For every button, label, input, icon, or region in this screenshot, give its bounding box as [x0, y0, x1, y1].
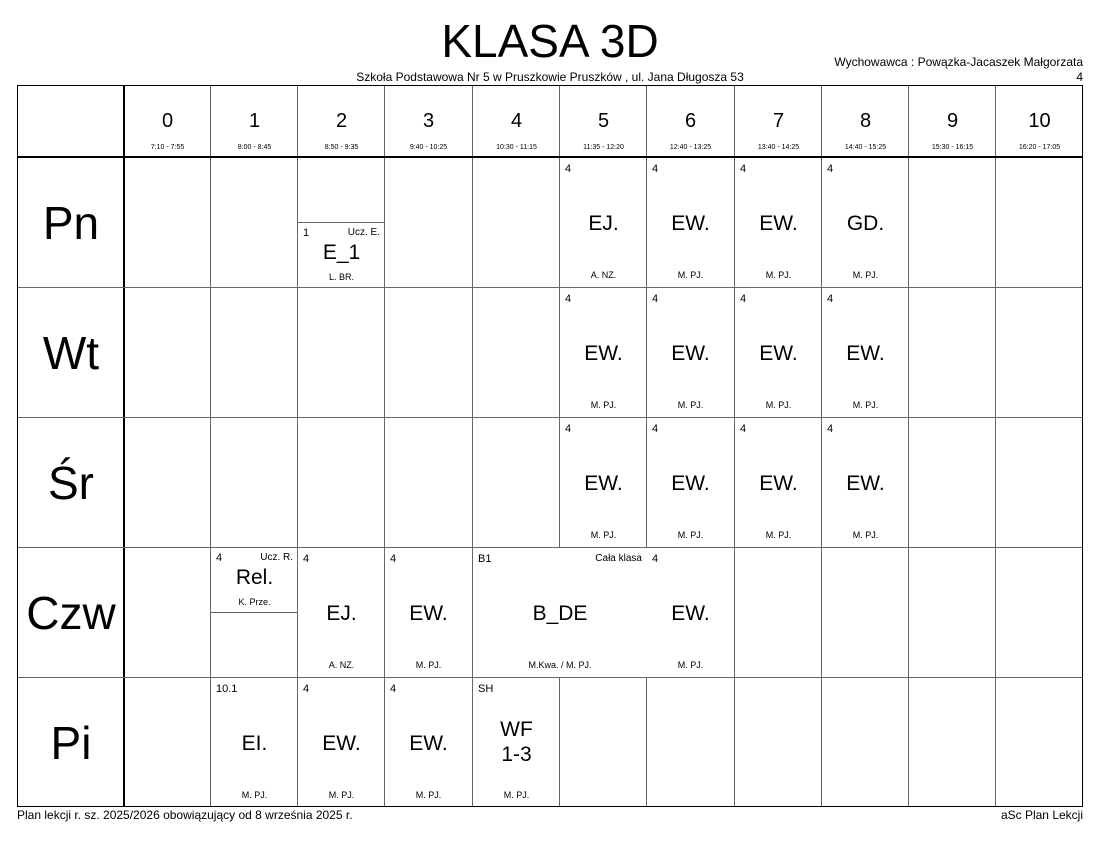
period-time: 9:40 - 10:25	[409, 144, 448, 151]
lesson-subject: B_DE	[532, 602, 588, 625]
period-number: 1	[248, 110, 261, 132]
lesson-card[interactable]	[473, 548, 647, 677]
lesson-card[interactable]	[298, 222, 385, 287]
lesson-room: 4	[827, 423, 834, 435]
lesson-teacher: M. PJ.	[677, 660, 704, 670]
lesson-teacher: M. PJ.	[590, 400, 617, 410]
grid-line	[18, 156, 1082, 158]
grid-line	[18, 417, 1082, 418]
lesson-subject: EW.	[584, 342, 623, 365]
lesson-subject: GD.	[846, 212, 885, 235]
lesson-subject: EW.	[759, 342, 798, 365]
lesson-group: Ucz. E.	[347, 227, 380, 238]
class-teacher-room: 4	[1076, 70, 1083, 84]
lesson-subject: EW.	[409, 602, 448, 625]
lesson-teacher: M.Kwa. / M. PJ.	[528, 660, 592, 670]
lesson-subject-line2: 1-3	[501, 743, 532, 766]
lesson-subject: EW.	[671, 342, 710, 365]
lesson-card[interactable]	[647, 288, 734, 417]
grid-line	[995, 86, 996, 806]
lesson-subject: E_1	[322, 241, 361, 264]
lesson-teacher: M. PJ.	[503, 790, 530, 800]
lesson-room: 4	[740, 163, 747, 175]
lesson-room: 4	[740, 423, 747, 435]
period-number: 4	[510, 110, 523, 132]
lesson-room: 4	[652, 293, 659, 305]
day-label-czw: Czw	[26, 587, 116, 639]
lesson-room: 4	[652, 163, 659, 175]
grid-line	[123, 86, 125, 806]
period-number: 6	[684, 110, 697, 132]
period-time: 13:40 - 14:25	[757, 144, 800, 151]
lesson-card[interactable]	[385, 678, 472, 806]
lesson-room: SH	[478, 683, 494, 695]
period-number: 7	[772, 110, 785, 132]
lesson-group: Cała klasa	[595, 553, 642, 564]
period-time: 16:20 - 17:05	[1018, 144, 1061, 151]
lesson-card[interactable]	[822, 288, 909, 417]
lesson-room: 4	[303, 683, 310, 695]
lesson-room: 4	[652, 553, 659, 565]
lesson-teacher: M. PJ.	[765, 530, 792, 540]
lesson-card[interactable]	[735, 158, 822, 287]
page-title: KLASA 3D	[441, 15, 659, 67]
period-time: 10:30 - 11:15	[496, 144, 537, 151]
lesson-subject: WF	[500, 718, 533, 741]
lesson-room: 4	[303, 553, 310, 565]
day-label-pn: Pn	[42, 197, 100, 249]
lesson-subject: EW.	[759, 472, 798, 495]
lesson-teacher: M. PJ.	[852, 270, 879, 280]
lesson-teacher: A. NZ.	[328, 660, 355, 670]
lesson-card[interactable]	[735, 418, 822, 547]
lesson-room: 4	[827, 163, 834, 175]
lesson-room: 4	[652, 423, 659, 435]
lesson-card[interactable]	[822, 158, 909, 287]
lesson-subject: EW.	[322, 732, 361, 755]
lesson-teacher: M. PJ.	[677, 270, 704, 280]
day-label-sr: Śr	[48, 457, 94, 509]
lesson-subject: EI.	[241, 732, 268, 755]
lesson-teacher: M. PJ.	[677, 400, 704, 410]
period-time: 7:10 - 7:55	[150, 144, 185, 151]
lesson-card[interactable]	[647, 548, 734, 677]
school-name: Szkoła Podstawowa Nr 5 w Pruszkowie Pruszków , ul. Jana Długosza 53	[356, 70, 744, 84]
lesson-card[interactable]	[298, 548, 385, 677]
lesson-subject: EJ.	[588, 212, 619, 235]
lesson-room: 4	[216, 552, 223, 564]
lesson-subject: Rel.	[235, 566, 274, 589]
period-number: 3	[422, 110, 435, 132]
lesson-room: 4	[390, 683, 397, 695]
lesson-teacher: M. PJ.	[677, 530, 704, 540]
lesson-card[interactable]	[647, 418, 734, 547]
footer-generator: aSc Plan Lekcji	[1000, 808, 1083, 822]
footer-validity: Plan lekcji r. sz. 2025/2026 obowiązujący od 8 września 2025 r.	[17, 808, 353, 822]
lesson-subject: EW.	[846, 472, 885, 495]
lesson-room: 1	[303, 227, 310, 239]
lesson-subject: EW.	[671, 212, 710, 235]
lesson-room: 4	[565, 163, 572, 175]
period-time: 11:35 - 12:20	[583, 144, 624, 151]
lesson-teacher: M. PJ.	[852, 530, 879, 540]
lesson-subject: EW.	[846, 342, 885, 365]
lesson-room: 10.1	[216, 683, 238, 695]
lesson-card[interactable]	[647, 158, 734, 287]
lesson-teacher: L. BR.	[328, 272, 354, 282]
lesson-teacher: M. PJ.	[328, 790, 355, 800]
lesson-room: 4	[740, 293, 747, 305]
lesson-teacher: M. PJ.	[415, 790, 442, 800]
lesson-subject: EW.	[671, 602, 710, 625]
lesson-teacher: M. PJ.	[590, 530, 617, 540]
lesson-card[interactable]	[298, 678, 385, 806]
day-label-pi: Pi	[50, 717, 92, 769]
lesson-teacher: K. Prze.	[238, 597, 271, 607]
lesson-card[interactable]	[211, 678, 298, 806]
period-time: 8:50 - 9:35	[324, 144, 359, 151]
period-number: 2	[335, 110, 348, 132]
lesson-room: 4	[565, 293, 572, 305]
lesson-card[interactable]	[560, 418, 647, 547]
period-time: 8:00 - 8:45	[237, 144, 272, 151]
period-number: 0	[161, 110, 174, 132]
timetable-grid	[17, 85, 1083, 807]
lesson-subject: EW.	[584, 472, 623, 495]
lesson-room: 4	[565, 423, 572, 435]
lesson-subject: EJ.	[326, 602, 357, 625]
lesson-card[interactable]	[560, 158, 647, 287]
period-time: 14:40 - 15:25	[844, 144, 887, 151]
lesson-card[interactable]	[822, 418, 909, 547]
lesson-teacher: M. PJ.	[765, 270, 792, 280]
class-teacher: Wychowawca : Powązka-Jacaszek Małgorzata	[834, 55, 1083, 69]
lesson-room: 4	[390, 553, 397, 565]
lesson-subject: EW.	[671, 472, 710, 495]
lesson-subject: EW.	[409, 732, 448, 755]
lesson-teacher: M. PJ.	[415, 660, 442, 670]
period-time: 12:40 - 13:25	[669, 144, 712, 151]
lesson-teacher: A. NZ.	[590, 270, 617, 280]
lesson-card[interactable]	[211, 548, 298, 613]
period-number: 10	[1028, 110, 1051, 132]
period-time: 15:30 - 16:15	[931, 144, 974, 151]
period-number: 8	[859, 110, 872, 132]
lesson-card[interactable]	[473, 678, 560, 806]
lesson-room: B1	[478, 553, 492, 565]
lesson-card[interactable]	[560, 288, 647, 417]
lesson-teacher: M. PJ.	[765, 400, 792, 410]
day-label-wt: Wt	[42, 327, 100, 379]
lesson-teacher: M. PJ.	[241, 790, 268, 800]
period-number: 9	[946, 110, 959, 132]
lesson-card[interactable]	[385, 548, 472, 677]
lesson-card[interactable]	[735, 288, 822, 417]
lesson-group: Ucz. R.	[260, 552, 293, 563]
period-number: 5	[597, 110, 610, 132]
grid-line	[18, 287, 1082, 288]
lesson-teacher: M. PJ.	[852, 400, 879, 410]
lesson-subject: EW.	[759, 212, 798, 235]
lesson-room: 4	[827, 293, 834, 305]
